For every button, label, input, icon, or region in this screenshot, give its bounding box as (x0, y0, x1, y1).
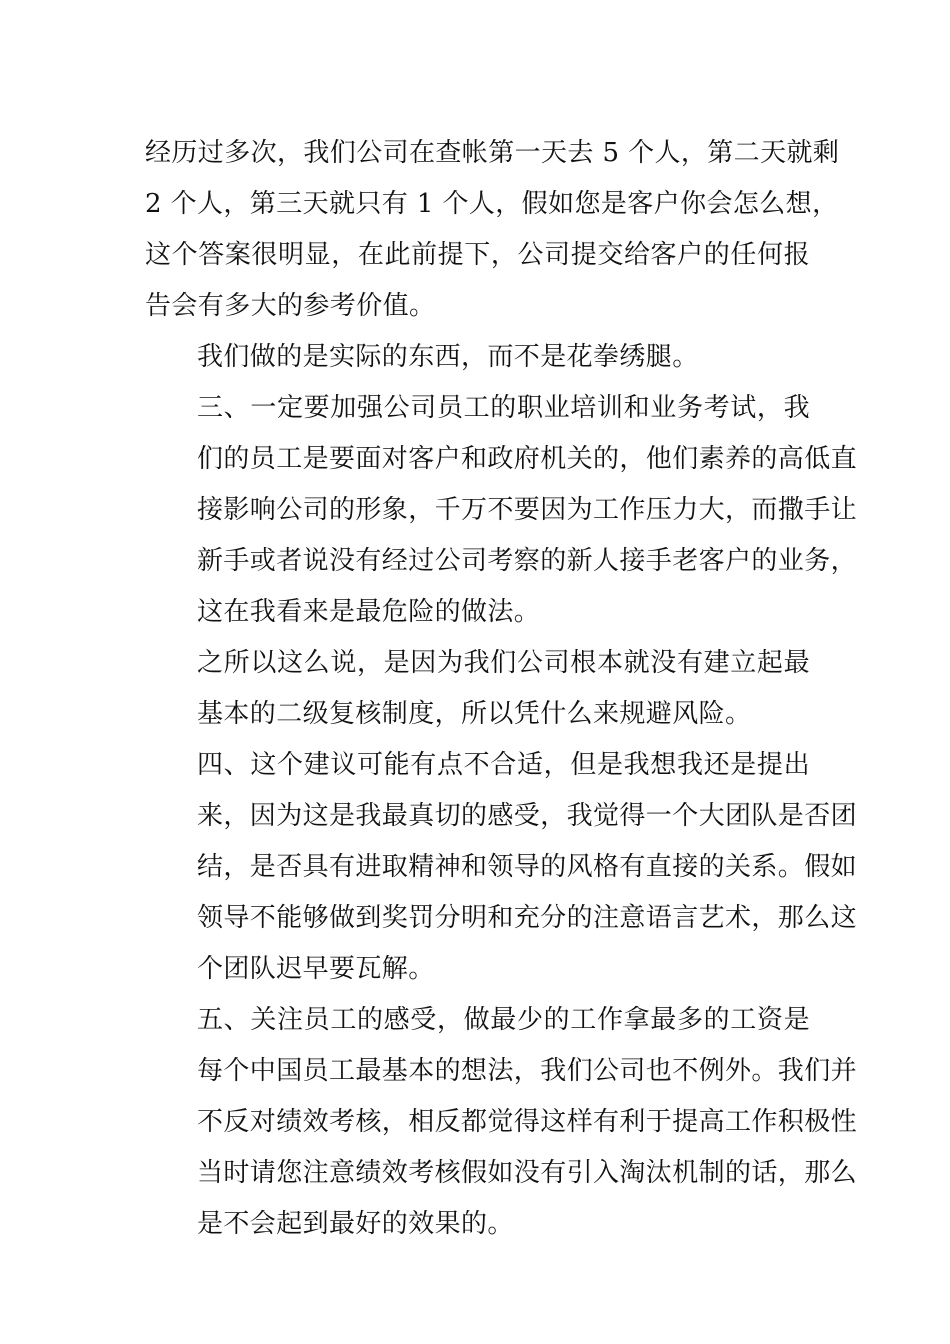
text-line: 基本的二级复核制度，所以凭什么来规避风险。 (197, 699, 752, 729)
paragraph-1 (145, 128, 840, 332)
text-line: 们的员工是要面对客户和政府机关的，他们素养的高低直 (197, 444, 858, 474)
text-line: 当时请您注意绩效考核假如没有引入淘汰机制的话，那么 (197, 1158, 858, 1188)
text-line: 结，是否具有进取精神和领导的风格有直接的关系。假如 (197, 852, 858, 882)
text-line: 每个中国员工最基本的想法，我们公司也不例外。我们并 (197, 1056, 858, 1086)
text-line: 之所以这么说，是因为我们公司根本就没有建立起最 (197, 648, 810, 678)
text-line: 不反对绩效考核，相反都觉得这样有利于提高工作积极性 (197, 1107, 858, 1137)
text-line: 三、一定要加强公司员工的职业培训和业务考试，我 (197, 393, 810, 423)
paragraph-6 (145, 995, 858, 1250)
text-line: 四、这个建议可能有点不合适，但是我想我还是提出 (197, 750, 810, 780)
text-line: 个团队迟早要瓦解。 (197, 954, 435, 984)
paragraph-2 (145, 332, 810, 383)
text-line: 告会有多大的参考价值。 (145, 291, 436, 321)
text-line: 五、关注员工的感受，做最少的工作拿最多的工资是 (197, 1005, 810, 1035)
document-body (145, 128, 858, 1250)
text-line: 新手或者说没有经过公司考察的新人接手老客户的业务， (197, 546, 858, 576)
text-line: 这个答案很明显，在此前提下，公司提交给客户的任何报 (145, 240, 810, 270)
text-line: 接影响公司的形象，千万不要因为工作压力大，而撒手让 (197, 495, 858, 525)
text-line: 来，因为这是我最真切的感受，我觉得一个大团队是否团 (197, 801, 858, 831)
text-line: 经历过多次，我们公司在查帐第一天去 5 个人，第二天就剩 (145, 138, 840, 168)
text-line: 这在我看来是最危险的做法。 (197, 597, 541, 627)
paragraph-3 (145, 383, 858, 638)
text-line: 领导不能够做到奖罚分明和充分的注意语言艺术，那么这 (197, 903, 858, 933)
text-line: 我们做的是实际的东西，而不是花拳绣腿。 (197, 342, 699, 372)
text-line: 2 个人，第三天就只有 1 个人，假如您是客户你会怎么想， (145, 189, 839, 219)
paragraph-5 (145, 740, 858, 995)
paragraph-4 (145, 638, 810, 740)
text-line: 是不会起到最好的效果的。 (197, 1209, 514, 1239)
